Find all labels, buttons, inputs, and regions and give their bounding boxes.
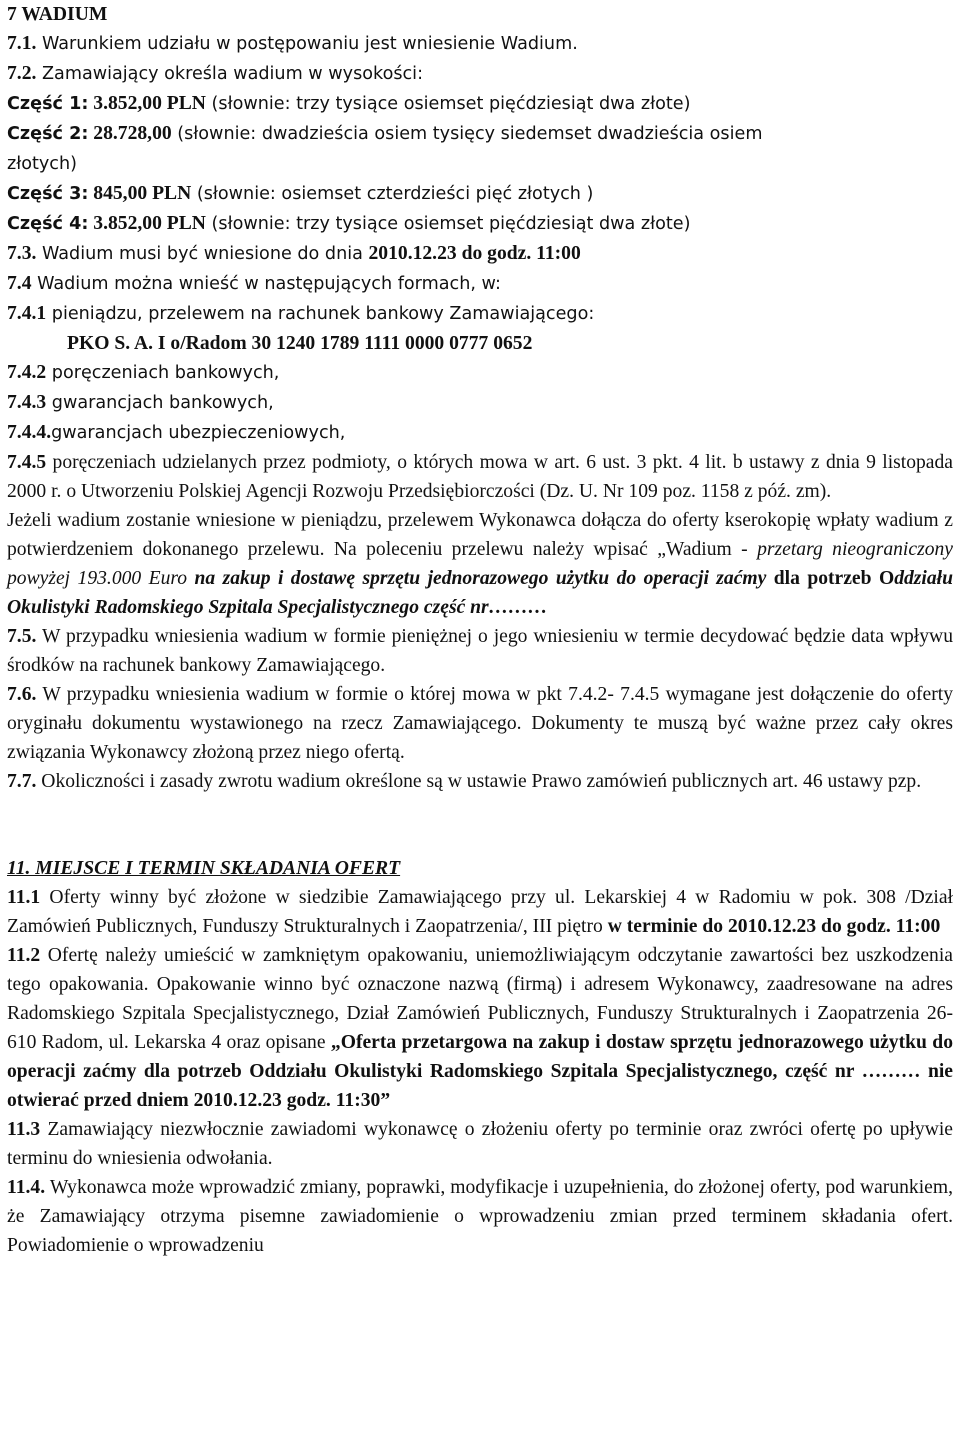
item-7-4: 7.4 Wadium można wnieść w następujących formach, w: (7, 273, 501, 294)
item-7-4-2: 7.4.2 poręczeniach bankowych, (7, 362, 280, 383)
item-7-7: 7.7. Okoliczności i zasady zwrotu wadium określone są w ustawie Prawo zamówień publicznych art. 46 ustawy pzp. (7, 771, 922, 792)
transfer-instructions: Jeżeli wadium zostanie wniesione w pieniądzu, przelewem Wykonawca dołącza do oferty kserokopię wpłaty wadium z potwierdzeniem dokonanego przelewu. Na poleceniu przelewu należy wpisać „Wadium - przetarg nieograniczony powyżej 193.000 Euro na zakup i dostawę sprzętu jednorazowego użytku do operacji zaćmy dla potrzeb Oddziału Okulistyki Radomskiego Szpitala Specjalistycznego część nr……… (7, 510, 953, 618)
item-7-3: 7.3. Wadium musi być wniesione do dnia 2010.12.23 do godz. 11:00 (7, 243, 581, 264)
item-7-4-4: 7.4.4.gwarancjach ubezpieczeniowych, (7, 422, 346, 443)
part-4-amount: Część 4: 3.852,00 PLN (słownie: trzy tysiące osiemset pięćdziesiąt dwa złote) (7, 213, 691, 234)
item-7-4-5: 7.4.5 poręczeniach udzielanych przez podmioty, o których mowa w art. 6 ust. 3 pkt. 4 lit. b ustawy z dnia 9 listopada 2000 r. o Utworzeniu Polskiej Agencji Rozwoju Przedsiębiorczości (Dz. U. Nr 109 poz. 1158 z póź. zm). (7, 452, 953, 502)
item-7-2: 7.2. Zamawiający określa wadium w wysokości: (7, 63, 423, 84)
item-11-4: 11.4. Wykonawca może wprowadzić zmiany, poprawki, modyfikacje i uzupełnienia, do złożonej oferty, pod warunkiem, że Zamawiający otrzyma pisemne zawiadomienie o wprowadzeniu zmian przed terminem składania ofert. Powiadomienie o wprowadzeniu (7, 1177, 953, 1256)
item-11-3: 11.3 Zamawiający niezwłocznie zawiadomi wykonawcę o złożeniu oferty po terminie oraz zwróci ofertę po upływie terminu do wniesienia odwołania. (7, 1119, 953, 1169)
part-2-amount-cont: złotych) (7, 154, 77, 174)
item-7-1: 7.1. Warunkiem udziału w postępowaniu jest wniesienie Wadium. (7, 33, 578, 54)
part-1-amount: Część 1: 3.852,00 PLN (słownie: trzy tysiące osiemset pięćdziesiąt dwa złote) (7, 93, 691, 114)
item-7-4-3: 7.4.3 gwarancjach bankowych, (7, 392, 274, 413)
item-7-4-1: 7.4.1 pieniądzu, przelewem na rachunek bankowy Zamawiającego: (7, 303, 595, 324)
part-3-amount: Część 3: 845,00 PLN (słownie: osiemset czterdzieści pięć złotych ) (7, 183, 594, 204)
item-7-6: 7.6. W przypadku wniesienia wadium w formie o której mowa w pkt 7.4.2- 7.4.5 wymagane jest dołączenie do oferty oryginału dokumentu wystawionego na rzecz Zamawiającego. Dokumenty te muszą być ważne przez cały okres związania Wykonawcy złożoną przez niego ofertą. (7, 684, 953, 763)
item-11-2: 11.2 Ofertę należy umieścić w zamkniętym opakowaniu, uniemożliwiającym odczytanie zawartości bez uszkodzenia tego opakowania. Opakowanie winno być oznaczone nazwą (firmą) i adresem Wykonawcy, zaadresowane na adres Radomskiego Szpitala Specjalistycznego, Dział Zamówień Publicznych, Funduszy Strukturalnych i Zaopatrzenia 26-610 Radom, ul. Lekarska 4 oraz opisane „Oferta przetargowa na zakup i dostaw sprzętu jednorazowego użytku do operacji zaćmy dla potrzeb Oddziału Okulistyki Radomskiego Szpitala Specjalistycznego, część nr ……… nie otwierać przed dniem 2010.12.23 godz. 11:30” (7, 945, 954, 1111)
section-11-heading: 11. MIEJSCE I TERMIN SKŁADANIA OFERT (7, 858, 401, 879)
section-spacer (7, 796, 953, 854)
section-7-heading: 7 WADIUM (7, 4, 108, 25)
bank-account: PKO S. A. I o/Radom 30 1240 1789 1111 0000 0777 0652 (67, 333, 533, 354)
item-7-5: 7.5. W przypadku wniesienia wadium w formie pieniężnej o jego wniesieniu w termie decydować będzie data wpływu środków na rachunek bankowy Zamawiającego. (7, 626, 953, 676)
part-2-amount: Część 2: 28.728,00 (słownie: dwadzieścia osiem tysięcy siedemset dwadzieścia osiem (7, 123, 763, 144)
item-11-1: 11.1 Oferty winny być złożone w siedzibie Zamawiającego przy ul. Lekarskiej 4 w Radomiu w pok. 308 /Dział Zamówień Publicznych, Funduszy Strukturalnych i Zaopatrzenia/, III piętro w terminie do 2010.12.23 do godz. 11:00 (7, 887, 953, 937)
